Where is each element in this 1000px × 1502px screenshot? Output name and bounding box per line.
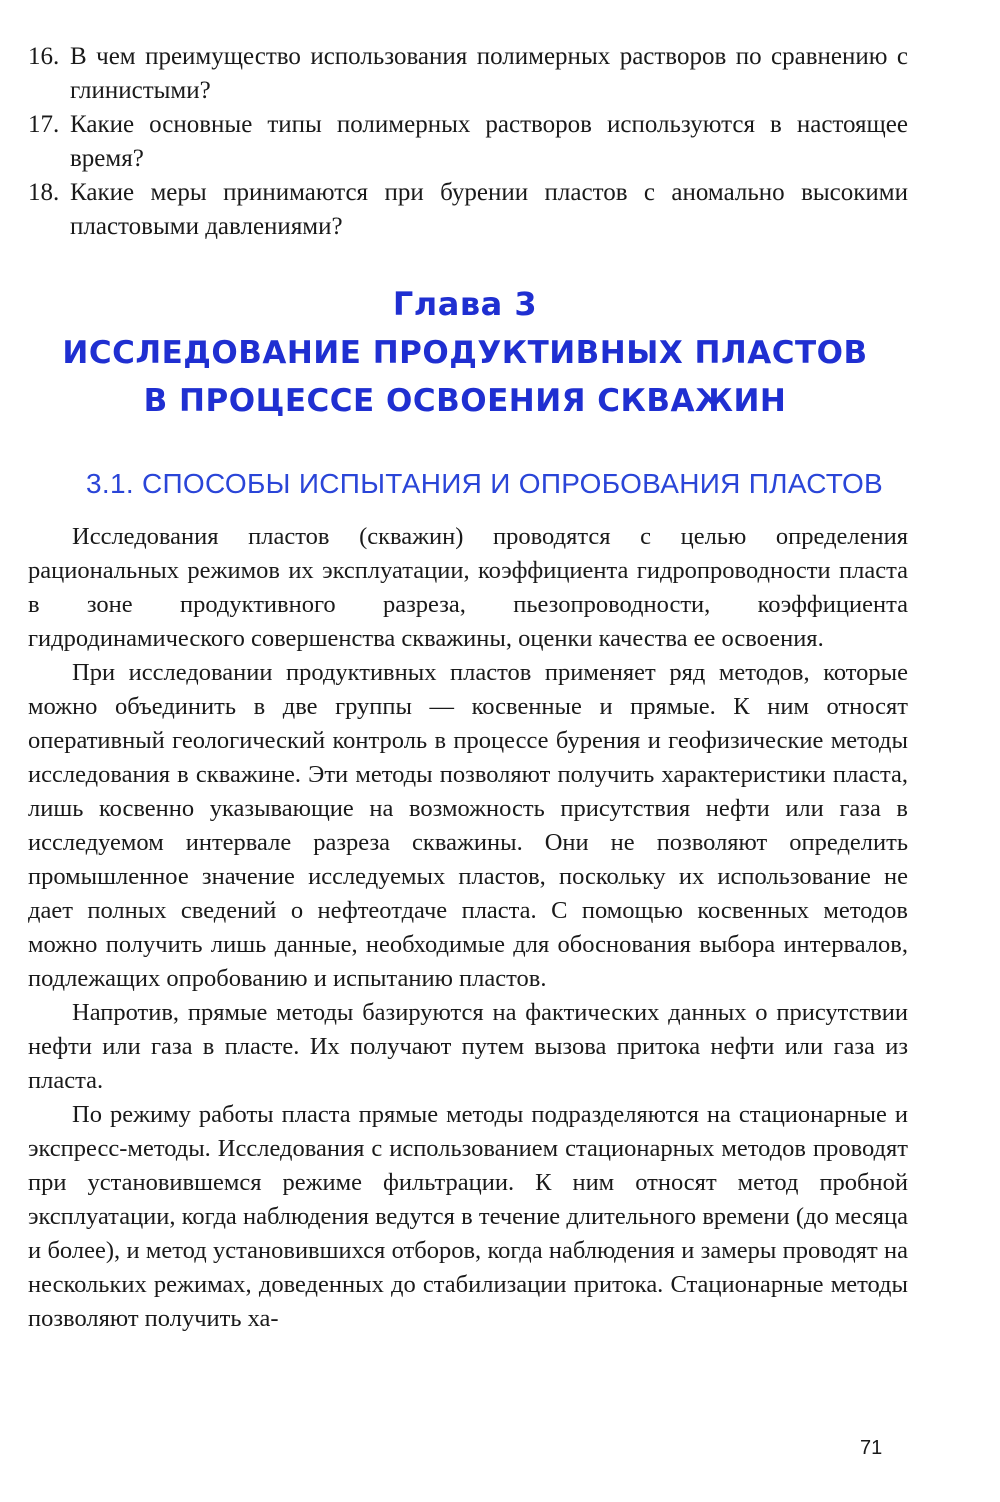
section-heading: 3.1. СПОСОБЫ ИСПЫТАНИЯ И ОПРОБОВАНИЯ ПЛАСТОВ [86, 468, 883, 499]
question-item [28, 108, 908, 176]
page-number: 71 [860, 1437, 883, 1459]
question-text: Какие основные типы полимерных растворов используются в настоящее время? [70, 111, 908, 172]
review-questions-list [28, 40, 908, 244]
question-number: 16. [28, 43, 60, 70]
chapter-label: Глава 3 [392, 285, 538, 323]
question-text: В чем преимущество использования полимерных растворов по сравнению с глинистыми? [70, 43, 908, 104]
chapter-title-line-1: ИССЛЕДОВАНИЕ ПРОДУКТИВНЫХ ПЛАСТОВ [62, 335, 868, 371]
paragraph: Напротив, прямые методы базируются на фактических данных о присутствии нефти или газа в пласте. Их получают путем вызова притока нефти или газа из пласта. [28, 999, 908, 1094]
question-text: Какие меры принимаются при бурении пластов с аномально высокими пластовыми давлениями? [70, 179, 908, 240]
question-item [28, 176, 908, 244]
paragraph: По режиму работы пласта прямые методы подразделяются на стационарные и экспресс-методы. Исследования с использованием стационарных методов проводят при установившемся режиме фильтрации. К ним относят метод пробной эксплуатации, когда наблюдения ведутся в течение длительного времени (до месяца и более), и метод установившихся отборов, когда наблюдения и замеры проводят на нескольких режимах, доведенных до стабилизации притока. Стационарные методы позволяют получить ха- [28, 1101, 908, 1332]
paragraph: Исследования пластов (скважин) проводятся с целью определения рациональных режимов их эксплуатации, коэффициента гидропроводности пласта в зоне продуктивного разреза, пьезопроводности, коэффициента гидродинамического совершенства скважины, оценки качества ее освоения. [28, 523, 908, 652]
question-item [28, 40, 908, 108]
body-text [28, 520, 908, 1336]
paragraph: При исследовании продуктивных пластов применяет ряд методов, которые можно объединить в две группы — косвенные и прямые. К ним относят оперативный геологический контроль в процессе бурения и геофизические методы исследования в скважине. Эти методы позволяют получить характеристики пласта, лишь косвенно указывающие на возможность присутствия нефти или газа в исследуемом интервале разреза скважины. Они не позволяют определить промышленное значение исследуемых пластов, поскольку их использование не дает полных сведений о нефтеотдаче пласта. С помощью косвенных методов можно получить лишь данные, необходимые для обоснования выбора интервалов, подлежащих опробованию и испытанию пластов. [28, 659, 908, 992]
question-number: 17. [28, 111, 60, 138]
chapter-title-line-2: В ПРОЦЕССЕ ОСВОЕНИЯ СКВАЖИН [143, 383, 787, 419]
question-number: 18. [28, 179, 60, 206]
